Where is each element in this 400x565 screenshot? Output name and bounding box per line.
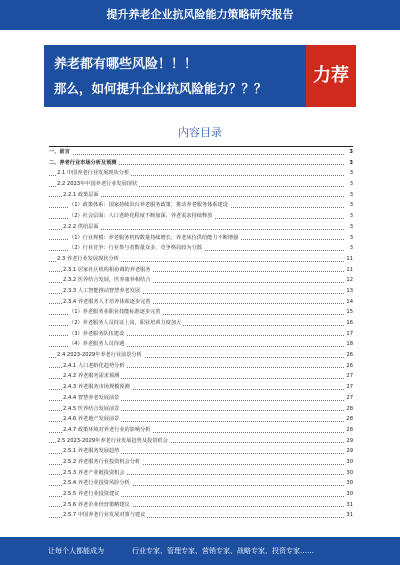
toc-entry-label: （2）行业竞争：行业参与者数量众多，竞争格局较为分散 — [69, 243, 204, 254]
toc-entry-label: 2.2 2023年中国养老行业发展现状 — [57, 179, 139, 190]
toc-entry[interactable] — [49, 404, 353, 415]
recommend-badge: 力荐 — [306, 45, 356, 107]
toc-entry-label: 2.5.3 养老产业链投资机会 — [63, 468, 127, 479]
toc-entry-label: 一、前言 — [49, 147, 72, 158]
toc-entry-label: 2.4.1 人口老龄化趋势分析 — [63, 361, 127, 372]
toc-entry-label: （2）社会层面：人口老龄化程度不断加深，养老需求持续释放 — [69, 211, 214, 222]
toc-entry-page: 28 — [345, 425, 353, 436]
toc-entry-label: （4）养老服务人员待遇 — [69, 339, 126, 350]
top-bar — [0, 0, 400, 30]
toc-entry[interactable] — [49, 361, 353, 372]
toc-entry[interactable] — [49, 478, 353, 489]
toc-entry-label: 2.3.4 养老服务人才培养体系逐步完善 — [63, 297, 152, 308]
toc-entry-page: 3 — [345, 158, 353, 169]
toc-entry[interactable] — [49, 222, 353, 233]
report-title: 提升养老企业抗风险能力策略研究报告 — [106, 8, 294, 21]
toc-entry-page: 3 — [345, 168, 353, 179]
toc-entry-page: 18 — [345, 339, 353, 350]
toc-entry[interactable] — [49, 243, 353, 254]
toc-entry[interactable] — [49, 190, 353, 201]
toc-entry[interactable] — [49, 211, 353, 222]
toc-leader-dots — [49, 154, 346, 155]
toc-entry-page: 13 — [345, 286, 353, 297]
toc-entry-label: （2）养老服务人员持证上岗，职业培训力度加大 — [69, 318, 183, 329]
toc-entry-page: 27 — [345, 393, 353, 404]
toc-heading: 内容目录 — [178, 126, 222, 139]
toc-entry-page: 3 — [345, 211, 353, 222]
toc-entry[interactable] — [49, 350, 353, 361]
toc-entry-label: 2.5.6 养老企业经营策略建议 — [63, 500, 132, 511]
toc-entry-page: 31 — [345, 510, 353, 521]
toc-entry-label: 2.5.7 中国养老行业发展对策与建议 — [63, 510, 147, 521]
toc-entry[interactable] — [49, 468, 353, 479]
toc-entry-label: 2.4.7 政策环境对养老行业的影响分析 — [63, 425, 152, 436]
toc-entry[interactable] — [49, 489, 353, 500]
toc-entry-page: 3 — [345, 200, 353, 211]
toc-entry[interactable] — [49, 382, 353, 393]
toc-entry[interactable] — [49, 158, 353, 169]
toc-entry-page: 16 — [345, 318, 353, 329]
toc-entry-label: 2.3.2 医养结合发展，医养康养相结合 — [63, 275, 152, 286]
toc-entry[interactable] — [49, 265, 353, 276]
toc-entry[interactable] — [49, 436, 353, 447]
toc-entry-page: 27 — [345, 382, 353, 393]
toc-entry[interactable] — [49, 414, 353, 425]
toc-entry[interactable] — [49, 179, 353, 190]
toc-entry-page: 30 — [345, 489, 353, 500]
toc-entry-label: 2.5 2023-2029年养老行业发展趋势及投资机会 — [57, 436, 170, 447]
footer-slogan: 让每个人都能成为 — [48, 547, 104, 555]
toc-entry-page: 3 — [345, 222, 353, 233]
toc-entry-page: 27 — [345, 371, 353, 382]
toc-entry-page: 30 — [345, 457, 353, 468]
toc-entry[interactable] — [49, 286, 353, 297]
footer-tagline: 行业专家、管理专家、营销专家、战略专家、投资专家…… — [132, 547, 314, 555]
toc-entry[interactable] — [49, 500, 353, 511]
toc-entry[interactable] — [49, 510, 353, 521]
toc-entry-label: 2.5.2 养老服务行业投资机会分析 — [63, 457, 142, 468]
toc-entry-label: 2.4 2023-2029年养老行业前景分析 — [57, 350, 144, 361]
toc-entry-page: 3 — [345, 233, 353, 244]
toc-entry-page: 11 — [345, 254, 353, 265]
toc-entry-label: （3）养老服务队伍建设 — [69, 329, 126, 340]
toc-entry[interactable] — [49, 318, 353, 329]
toc-entry-page: 15 — [345, 307, 353, 318]
toc-entry-label: 2.5.5 养老行业投资建议 — [63, 489, 121, 500]
banner-headline: 养老都有哪些风险！！！ — [54, 57, 198, 72]
toc-entry-label: 2.2.2 供给层面 — [63, 222, 101, 233]
toc-entry-label: 2.3 养老行业发展现状分析 — [57, 254, 121, 265]
toc-entry-label: 2.4.4 智慧养老发展前景 — [63, 393, 121, 404]
toc-entry-label: 2.1 中国养老行业发展现状分析 — [57, 168, 131, 179]
toc-entry-page: 14 — [345, 297, 353, 308]
toc-entry[interactable] — [49, 233, 353, 244]
toc-entry-label: 2.5.4 养老行业投资风险分析 — [63, 478, 132, 489]
footer-bar — [0, 537, 400, 565]
promo-banner — [44, 45, 356, 107]
toc-entry[interactable] — [49, 307, 353, 318]
toc-entry[interactable] — [49, 446, 353, 457]
toc-entry-label: 2.2.1 政策层面 — [63, 190, 101, 201]
toc-entry[interactable] — [49, 339, 353, 350]
toc-entry-page: 31 — [345, 500, 353, 511]
toc-entry-label: 2.4.2 养老服务需求预测 — [63, 371, 121, 382]
toc-entry-label: 2.5.1 养老服务发展趋势 — [63, 446, 121, 457]
toc-entry[interactable] — [49, 254, 353, 265]
toc-entry-label: 2.4.6 养老地产发展前景 — [63, 414, 121, 425]
toc-entry[interactable] — [49, 329, 353, 340]
toc-entry-label: （1）行业规模：养老服务机构数量持续增长，养老床位供给能力不断增强 — [69, 233, 240, 244]
toc-entry-page: 28 — [345, 414, 353, 425]
toc-entry-page: 3 — [345, 147, 353, 158]
toc-entry-page: 26 — [345, 350, 353, 361]
toc-entry[interactable] — [49, 275, 353, 286]
toc-entry[interactable] — [49, 200, 353, 211]
toc-entry-page: 29 — [345, 436, 353, 447]
toc-entry-label: 2.3.1 居家社区机构相协调的养老服务 — [63, 265, 152, 276]
table-of-contents — [49, 146, 353, 521]
toc-entry[interactable] — [49, 297, 353, 308]
toc-entry-label: （1）政策体系：国家持续出台养老服务政策，推动养老服务体系建设 — [69, 200, 230, 211]
toc-entry-page: 3 — [345, 243, 353, 254]
toc-entry[interactable] — [49, 371, 353, 382]
toc-entry-page: 26 — [345, 361, 353, 372]
toc-entry-page: 3 — [345, 179, 353, 190]
toc-entry[interactable] — [49, 457, 353, 468]
toc-entry-page: 17 — [345, 329, 353, 340]
toc-entry-label: 2.4.5 医养结合发展前景 — [63, 404, 121, 415]
toc-entry-page: 30 — [345, 478, 353, 489]
toc-entry-page: 28 — [345, 404, 353, 415]
toc-entry-page: 29 — [345, 446, 353, 457]
toc-entry-page: 12 — [345, 275, 353, 286]
toc-entry-page: 11 — [345, 265, 353, 276]
toc-entry[interactable] — [49, 168, 353, 179]
toc-entry-label: 二、养老行业市场分析及预测 — [49, 158, 118, 169]
banner-subline: 那么，如何提升企业抗风险能力？？？ — [54, 81, 267, 96]
toc-entry-label: （1）养老服务业职业技能标准逐步完善 — [69, 307, 163, 318]
toc-entry-label: 2.4.3 养老服务市场规模预测 — [63, 382, 132, 393]
toc-entry-label: 2.3.3 人工智能推动智慧养老发展 — [63, 286, 142, 297]
toc-entry[interactable] — [49, 147, 353, 158]
toc-entry-page: 3 — [345, 190, 353, 201]
toc-entry[interactable] — [49, 393, 353, 404]
toc-entry-page: 30 — [345, 468, 353, 479]
toc-entry[interactable] — [49, 425, 353, 436]
